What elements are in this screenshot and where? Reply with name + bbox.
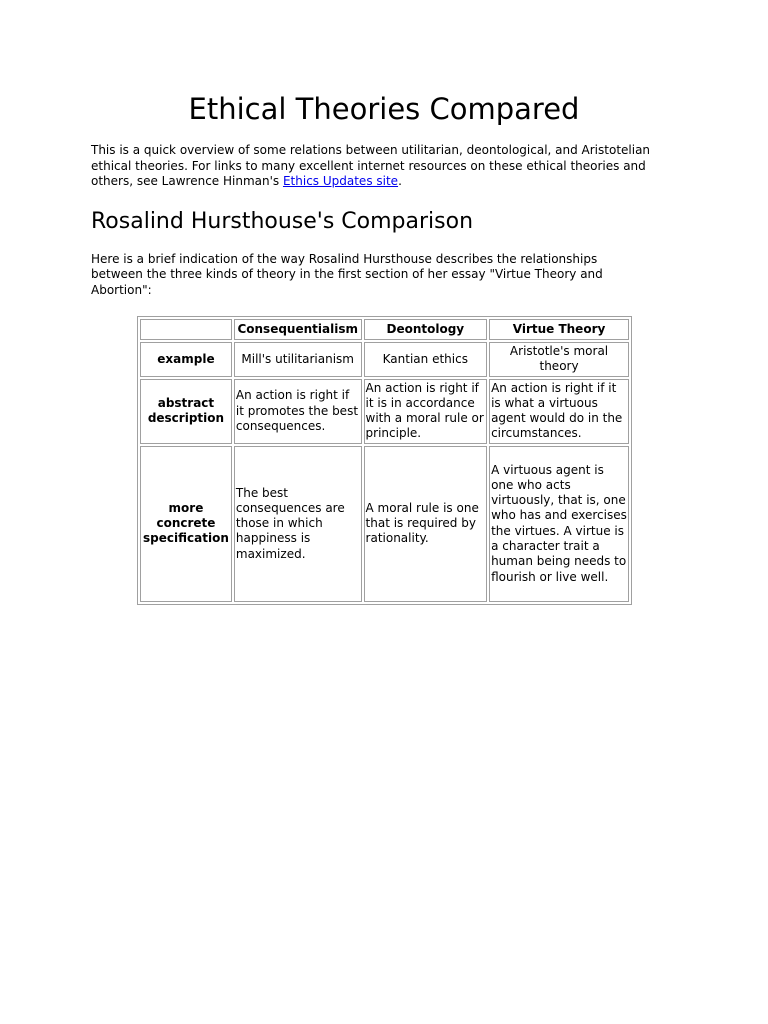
intro-text-end: . [398, 174, 402, 189]
table-header-deontology: Deontology [364, 319, 488, 340]
table-header-virtue-theory: Virtue Theory [489, 319, 629, 340]
row-label-more-concrete-specification: more concrete specification [140, 446, 232, 602]
table-header-row [140, 319, 629, 340]
table-row [140, 446, 629, 602]
row-label-abstract-description: abstract description [140, 379, 232, 444]
table-cell: An action is right if it promotes the best consequences. [234, 379, 362, 444]
section-heading: Rosalind Hursthouse's Comparison [91, 209, 474, 234]
ethics-updates-link[interactable]: Ethics Updates site [282, 174, 399, 189]
table-cell: An action is right if it is what a virtuous agent would do in the circumstances. [489, 379, 629, 444]
table-cell: A moral rule is one that is required by rationality. [364, 446, 488, 602]
table-row [140, 379, 629, 444]
row-label-example: example [140, 342, 232, 377]
table-cell: Mill's utilitarianism [234, 342, 362, 377]
page-title: Ethical Theories Compared [188, 92, 580, 126]
table-cell: Aristotle's moral theory [489, 342, 629, 377]
section-paragraph: Here is a brief indication of the way Rosalind Hursthouse describes the relationships between the three kinds of theory in the first section of her essay "Virtue Theory and Abortion": [91, 252, 603, 297]
comparison-table [137, 316, 632, 605]
table-header-consequentialism: Consequentialism [234, 319, 362, 340]
intro-paragraph [91, 143, 691, 190]
intro-text: This is a quick overview of some relations between utilitarian, deontological, and Aristotelian ethical theories. For links to many excellent internet resources on these ethical theories and others, see Lawrence Hinman's [91, 143, 651, 189]
table-cell: A virtuous agent is one who acts virtuously, that is, one who has and exercises the virtues. A virtue is a character trait a human being needs to flourish or live well. [489, 446, 629, 602]
table-cell: Kantian ethics [364, 342, 488, 377]
table-cell: The best consequences are those in which happiness is maximized. [234, 446, 362, 602]
table-header-corner [140, 319, 232, 340]
table-row [140, 342, 629, 377]
table-cell: An action is right if it is in accordance with a moral rule or principle. [364, 379, 488, 444]
